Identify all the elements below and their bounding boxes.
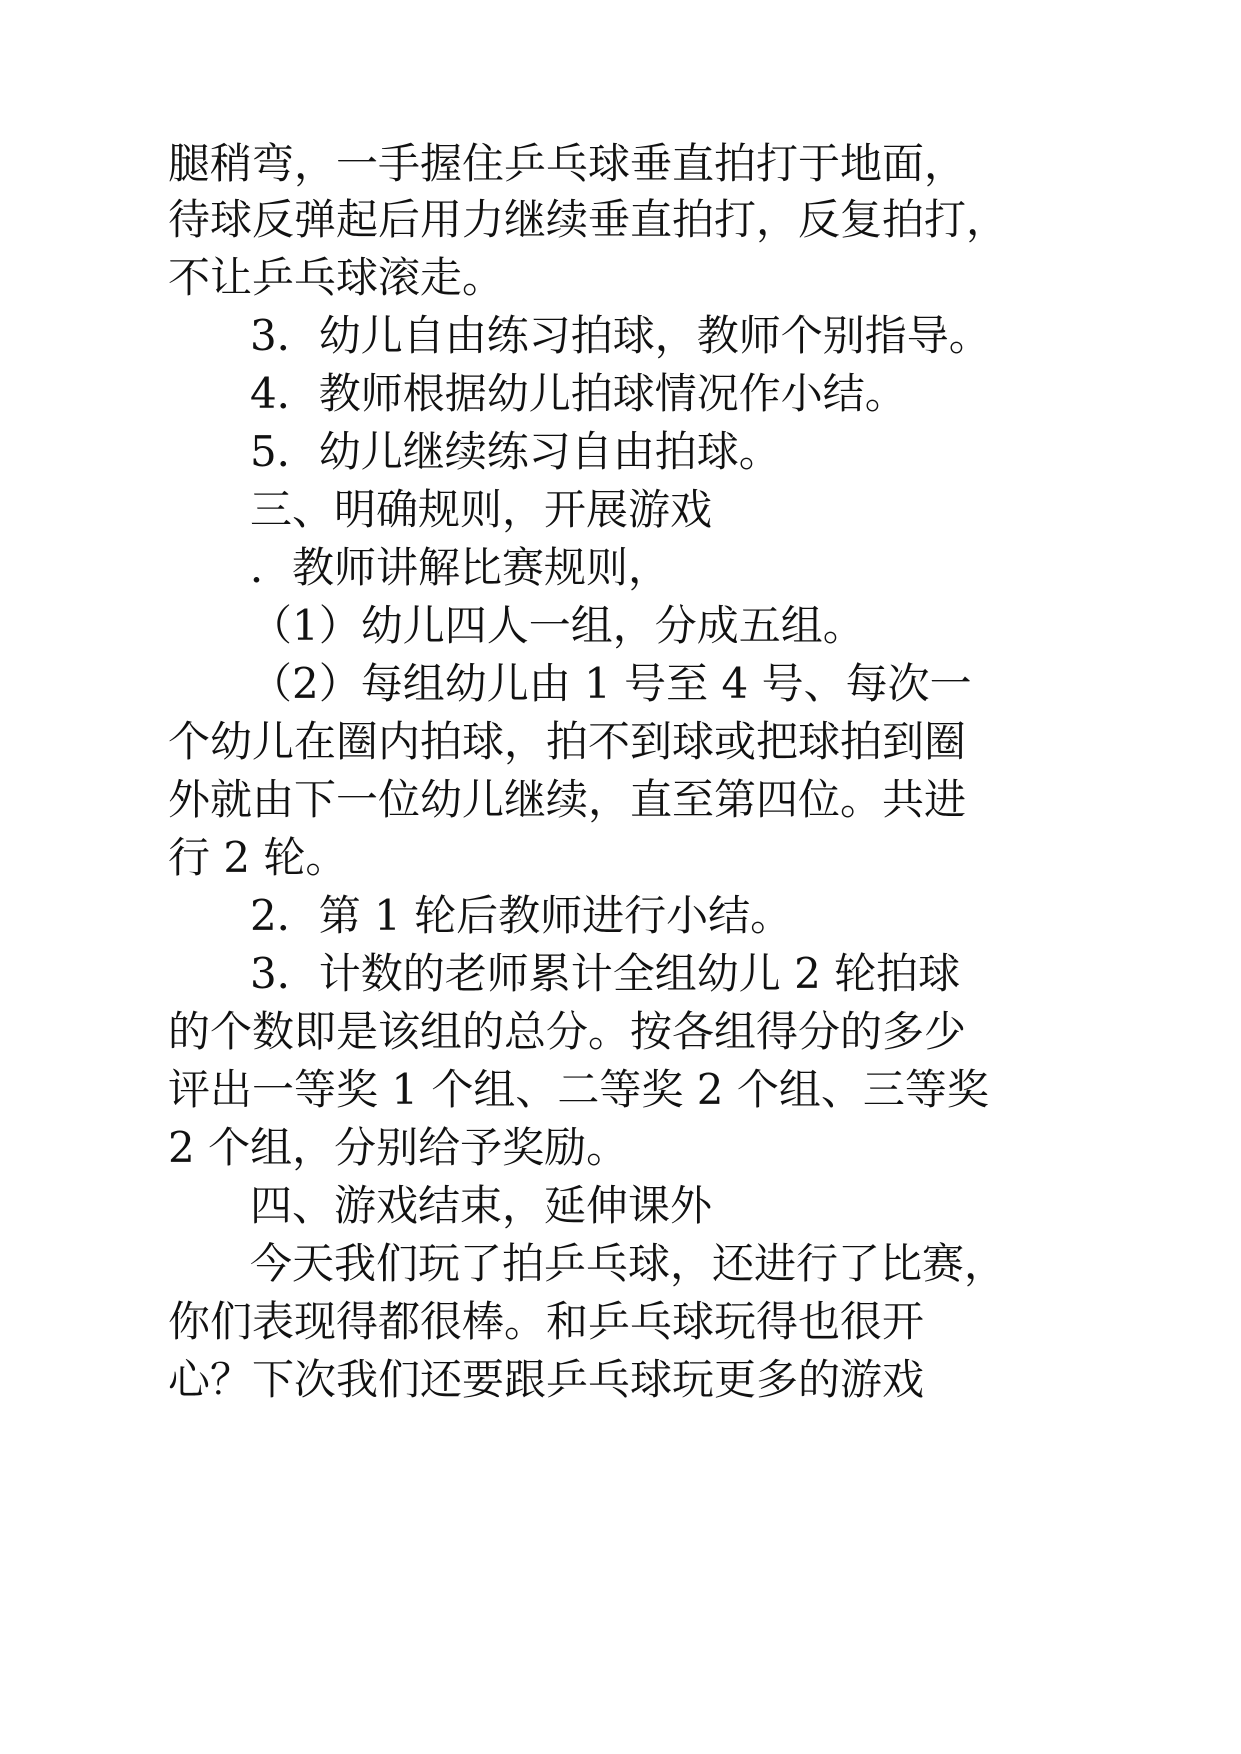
text-line: 待球反弹起后用力继续垂直拍打，反复拍打，: [168, 195, 1009, 244]
text-line: 3．计数的老师累计全组幼儿 2 轮拍球: [250, 949, 961, 998]
text-line: 4．教师根据幼儿拍球情况作小结。: [250, 369, 907, 418]
text-line: 5．幼儿继续练习自由拍球。: [250, 427, 781, 476]
text-line: 评出一等奖 1 个组、二等奖 2 个组、三等奖: [168, 1065, 989, 1114]
text-line: 行 2 轮。: [168, 833, 348, 882]
section-heading: 四、游戏结束，延伸课外: [250, 1181, 713, 1230]
text-line: 不让乒乓球滚走。: [168, 253, 505, 302]
text-line: 外就由下一位幼儿继续，直至第四位。共进: [168, 775, 967, 824]
text-line: 你们表现得都很棒。和乒乓球玩得也很开: [168, 1297, 925, 1346]
text-line: （1）幼儿四人一组，分成五组。: [250, 601, 865, 650]
text-line: 3．幼儿自由练习拍球，教师个别指导。: [250, 311, 991, 360]
text-line: 2．第 1 轮后教师进行小结。: [250, 891, 793, 940]
text-line: ．教师讲解比赛规则，: [250, 543, 671, 592]
text-line: 2 个组，分别给予奖励。: [168, 1123, 629, 1172]
section-heading: 三、明确规则，开展游戏: [250, 485, 713, 534]
text-line: 心？下次我们还要跟乒乓球玩更多的游戏: [168, 1355, 925, 1404]
text-line: 腿稍弯，一手握住乒乓球垂直拍打于地面，: [168, 139, 967, 188]
text-line: 今天我们玩了拍乒乓球，还进行了比赛，: [250, 1239, 1007, 1288]
text-line: （2）每组幼儿由 1 号至 4 号、每次一: [250, 659, 972, 708]
text-line: 个幼儿在圈内拍球，拍不到球或把球拍到圈: [168, 717, 967, 766]
text-line: 的个数即是该组的总分。按各组得分的多少: [168, 1007, 967, 1056]
